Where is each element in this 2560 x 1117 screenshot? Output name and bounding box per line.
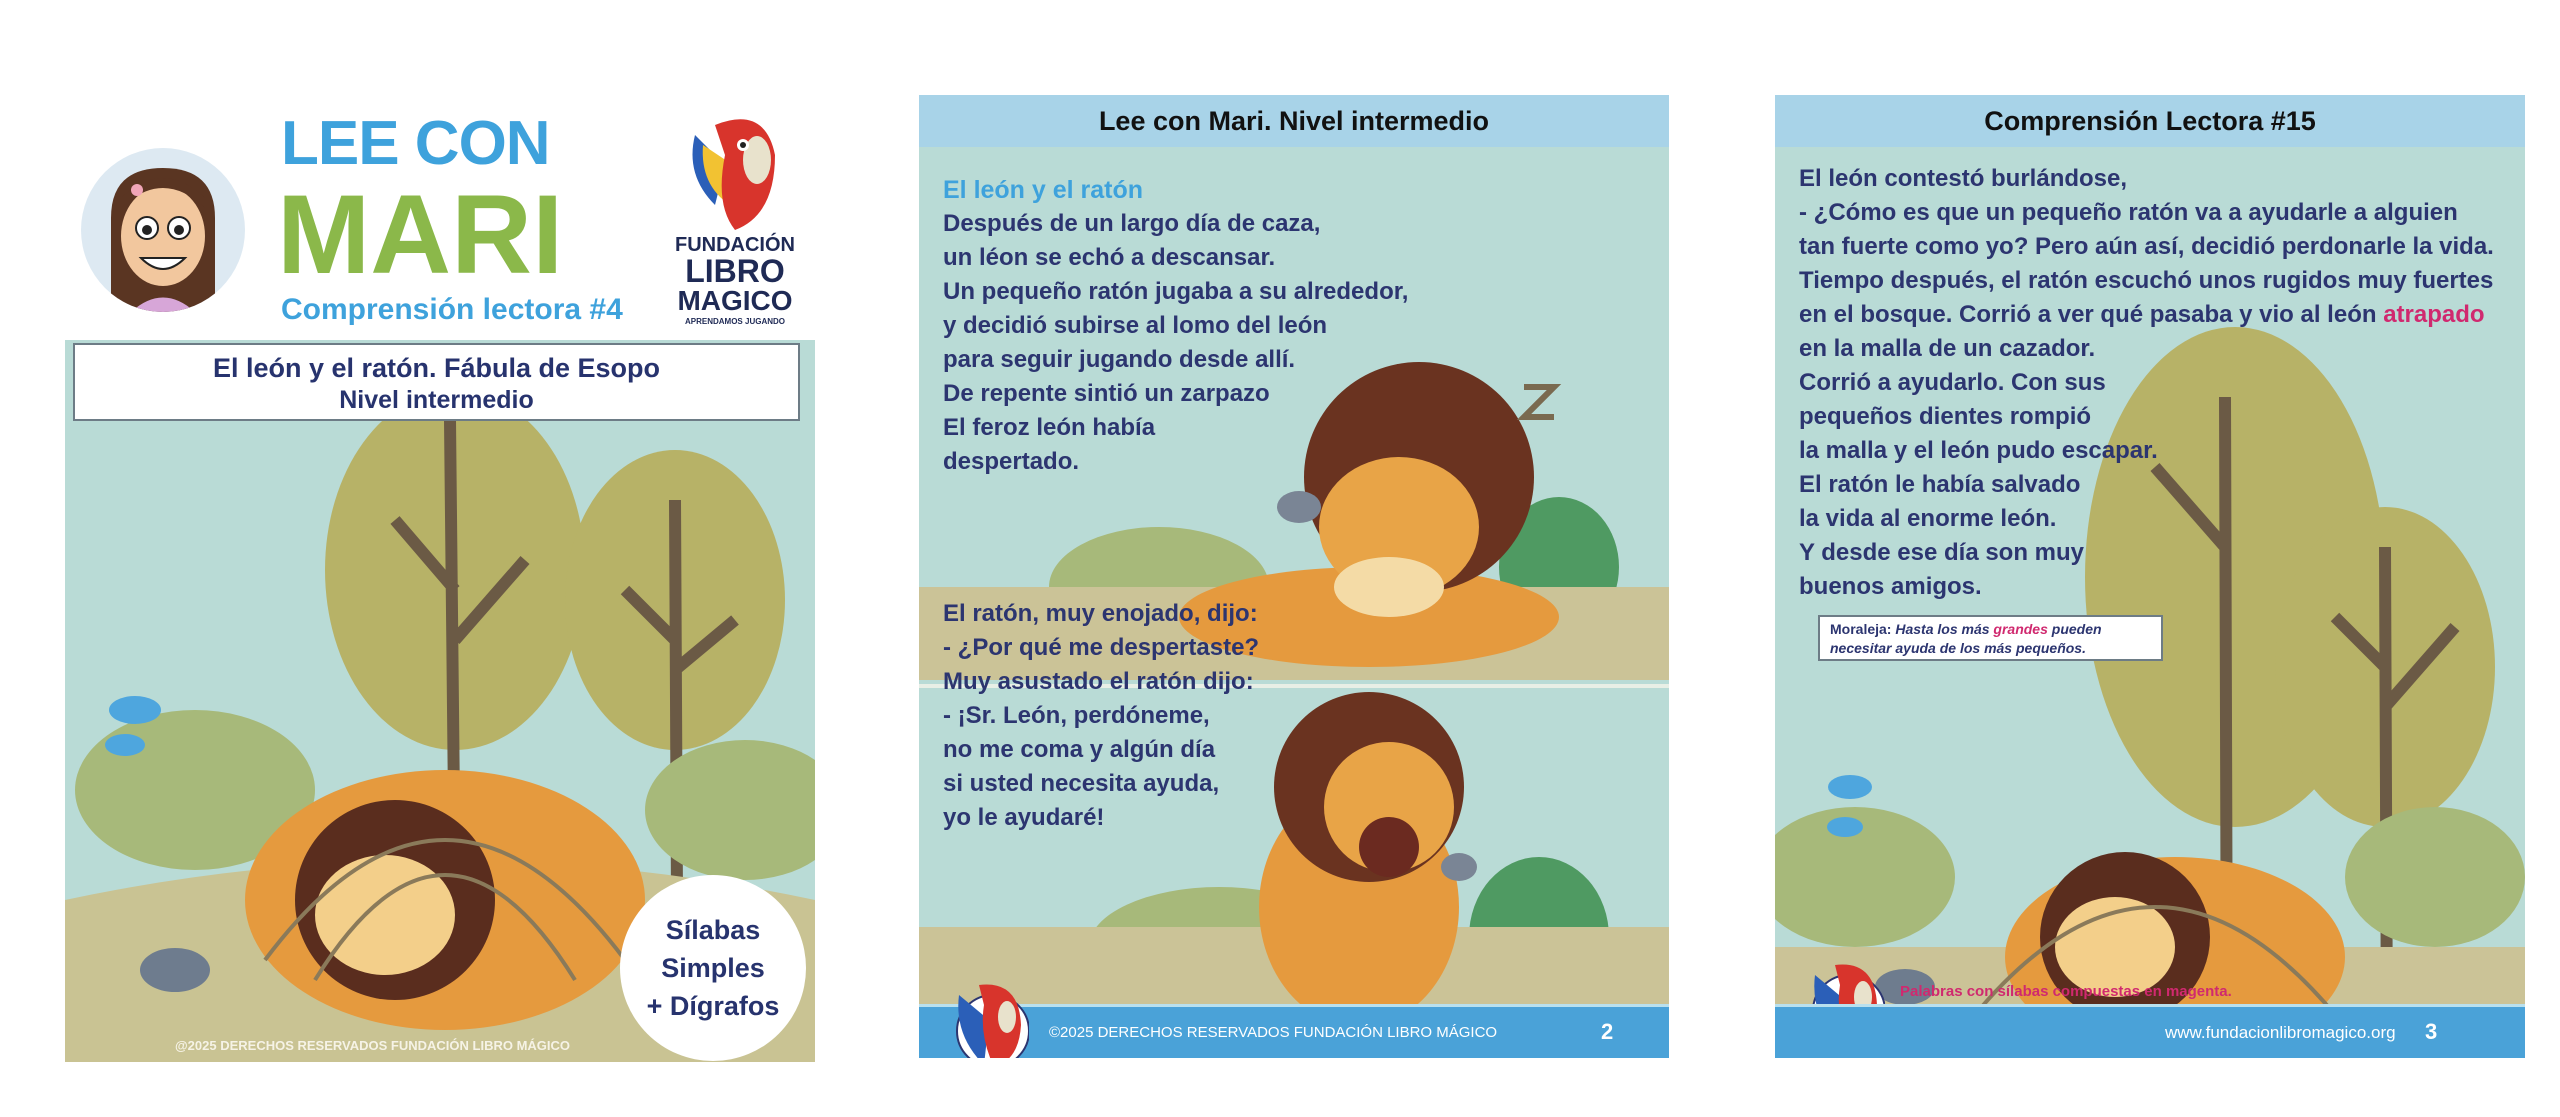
story-line: y decidió subirse al lomo del león <box>943 312 1328 339</box>
story-line: Muy asustado el ratón dijo: <box>943 668 1254 695</box>
logo-tagline: APRENDAMOS JUGANDO <box>684 317 785 326</box>
story-line: la malla y el león pudo escapar. <box>1799 437 2158 464</box>
story-line-text: en el bosque. Corrió a ver qué pasaba y vio al león <box>1799 301 2384 328</box>
story-text-top <box>943 173 1408 479</box>
title-mari: MARI <box>277 172 564 297</box>
logo-text-fundacion: FUNDACIÓN <box>675 234 795 256</box>
logo-text-magico: MAGICO <box>677 285 793 316</box>
story-line: El león contestó burlándose, <box>1799 165 2128 192</box>
story-line: El ratón, muy enojado, dijo: <box>943 600 1258 627</box>
magenta-note: Palabras con sílabas compuestas en magenta. <box>1900 983 2232 1000</box>
story-text-bottom <box>943 597 1259 835</box>
story-level: Nivel intermedio <box>339 386 534 414</box>
story-line: Tiempo después, el ratón escuchó unos rugidos muy fuertes <box>1799 267 2494 294</box>
story-subtitle: El león y el ratón <box>943 176 1144 204</box>
story-line: la vida al enorme león. <box>1799 505 2057 532</box>
badge-line: + Dígrafos <box>646 991 780 1021</box>
moral-highlight: grandes <box>1993 621 2048 637</box>
story-line: si usted necesita ayuda, <box>943 770 1220 797</box>
footer-copyright: ©2025 DERECHOS RESERVADOS FUNDACIÓN LIBRO MÁGICO <box>1049 1024 1498 1041</box>
moral-text: pueden <box>2047 621 2102 637</box>
story-line: despertado. <box>943 448 1080 475</box>
cover-subtitle: Comprensión lectora #4 <box>281 293 623 326</box>
story-line: Un pequeño ratón jugaba a su alrededor, <box>943 278 1409 305</box>
story-title-banner <box>73 343 800 421</box>
story-line: - ¿Por qué me despertaste? <box>943 634 1260 661</box>
story-line: no me coma y algún día <box>943 736 1216 763</box>
story-line: - ¡Sr. León, perdóneme, <box>943 702 1210 729</box>
story-line <box>1799 298 2494 332</box>
story-line: un léon se echó a descansar. <box>943 244 1276 271</box>
title-lee-con: LEE CON <box>281 109 550 178</box>
cover-copyright: @2025 DERECHOS RESERVADOS FUNDACIÓN LIBRO MÁGICO <box>175 1038 571 1053</box>
story-line: en la malla de un cazador. <box>1799 335 2096 362</box>
cover-page <box>65 95 815 1062</box>
page-number: 3 <box>2425 1019 2438 1044</box>
website-link[interactable]: www.fundacionlibromagico.org <box>2165 1023 2396 1042</box>
story-line: Y desde ese día son muy <box>1799 539 2085 566</box>
parrot-icon <box>949 975 1029 1058</box>
badge-line: Sílabas <box>665 915 761 945</box>
highlighted-word: atrapado <box>2383 301 2485 328</box>
moral-text: Hasta los más <box>1895 621 1994 637</box>
story-line: El ratón le había salvado <box>1799 471 2081 498</box>
story-line: tan fuerte como yo? Pero aún así, decidió perdonarle la vida. <box>1799 233 2494 260</box>
page-number: 2 <box>1601 1019 1614 1044</box>
parrot-icon <box>675 105 795 233</box>
moral-box <box>1818 615 2163 661</box>
story-line: yo le ayudaré! <box>943 804 1105 831</box>
story-page-2 <box>919 95 1669 1058</box>
story-line: Después de un largo día de caza, <box>943 210 1321 237</box>
page-footer <box>1775 1004 2525 1058</box>
logo-text-libro: LIBRO <box>685 253 785 289</box>
story-line: - ¿Cómo es que un pequeño ratón va a ayudarle a alguien <box>1799 199 2458 226</box>
story-title: El león y el ratón. Fábula de Esopo <box>212 353 661 383</box>
story-line: buenos amigos. <box>1799 573 1982 600</box>
story-page-3 <box>1775 95 2525 1058</box>
story-line: De repente sintió un zarpazo <box>943 380 1270 407</box>
moral-label: Moraleja: <box>1830 621 1892 637</box>
fundacion-libro-magico-logo <box>675 105 795 337</box>
story-line: Corrió a ayudarlo. Con sus <box>1799 369 2106 396</box>
page-header: Comprensión Lectora #15 <box>1775 95 2525 147</box>
story-line: El feroz león había <box>943 414 1156 441</box>
moral-text: necesitar ayuda de los más pequeños. <box>1830 640 2086 656</box>
mari-avatar <box>81 148 245 312</box>
story-line: pequeños dientes rompió <box>1799 403 2092 430</box>
story-line: para seguir jugando desde allí. <box>943 346 1296 373</box>
syllables-badge <box>620 875 806 1061</box>
badge-line: Simples <box>661 953 765 983</box>
page-footer <box>919 1004 1669 1058</box>
page-header: Lee con Mari. Nivel intermedio <box>919 95 1669 147</box>
story-text <box>1799 162 2494 604</box>
